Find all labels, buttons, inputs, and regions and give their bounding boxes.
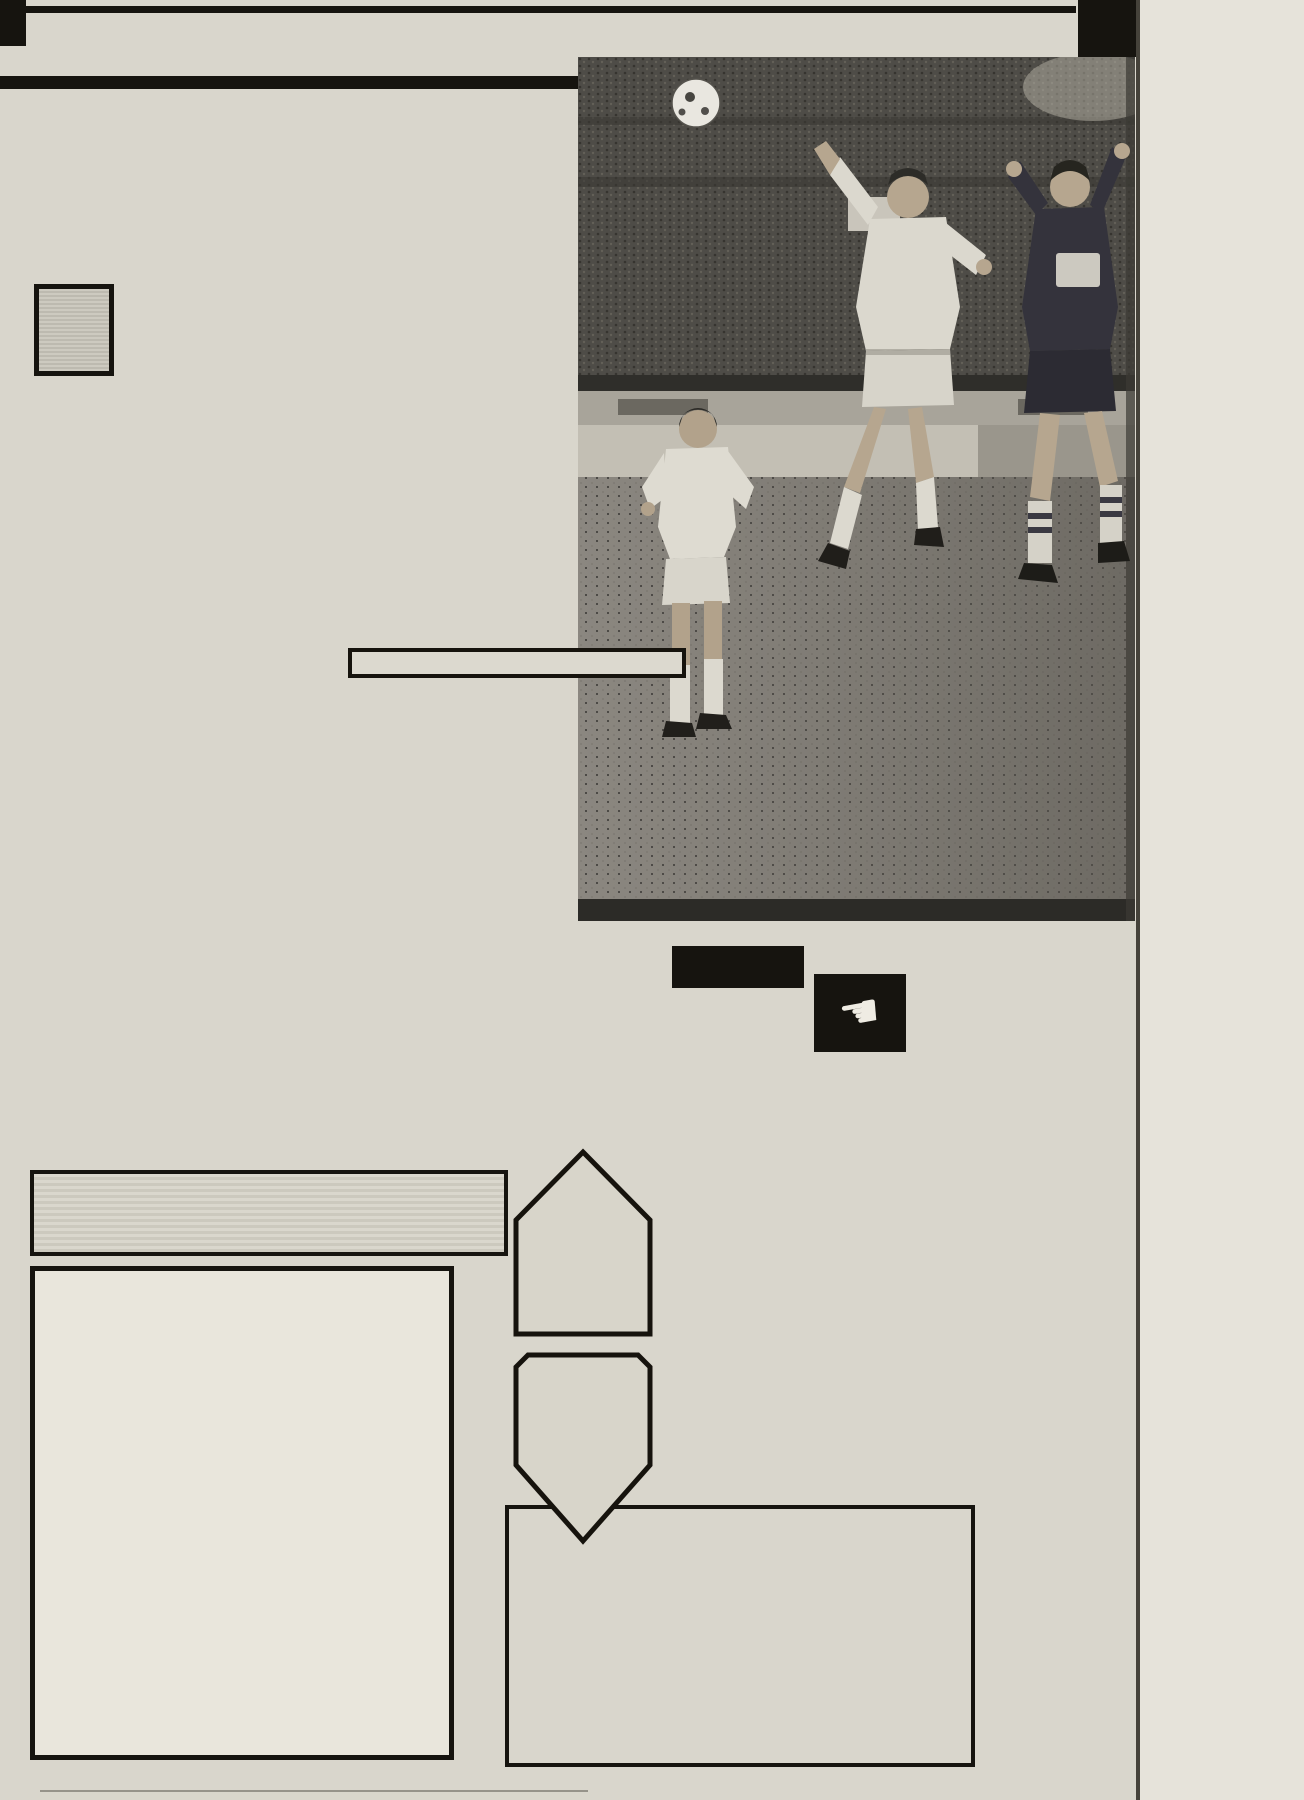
match-photo-illustration xyxy=(578,57,1135,921)
league-table xyxy=(30,1266,454,1760)
league-banner xyxy=(30,1170,508,1256)
bottom-rule xyxy=(40,1790,588,1792)
photo-caption xyxy=(348,648,686,678)
dropcap xyxy=(34,284,114,376)
right-column-clip xyxy=(990,946,1139,1794)
top-corner-mark xyxy=(0,0,26,46)
badge-letzte-runde xyxy=(510,1148,656,1340)
match-photo xyxy=(578,57,1135,921)
top-right-block xyxy=(1078,0,1136,57)
scorers-label xyxy=(672,946,804,988)
lead-column-left xyxy=(34,280,302,380)
football xyxy=(672,79,720,127)
scan-margin xyxy=(1140,0,1304,1800)
match-report-column xyxy=(672,944,956,1054)
league-banner-title xyxy=(34,1174,496,1244)
pointing-hand-icon: ☚ xyxy=(814,974,906,1052)
top-edge-bar xyxy=(0,6,1076,13)
badge-naechste-runde xyxy=(510,1350,656,1548)
